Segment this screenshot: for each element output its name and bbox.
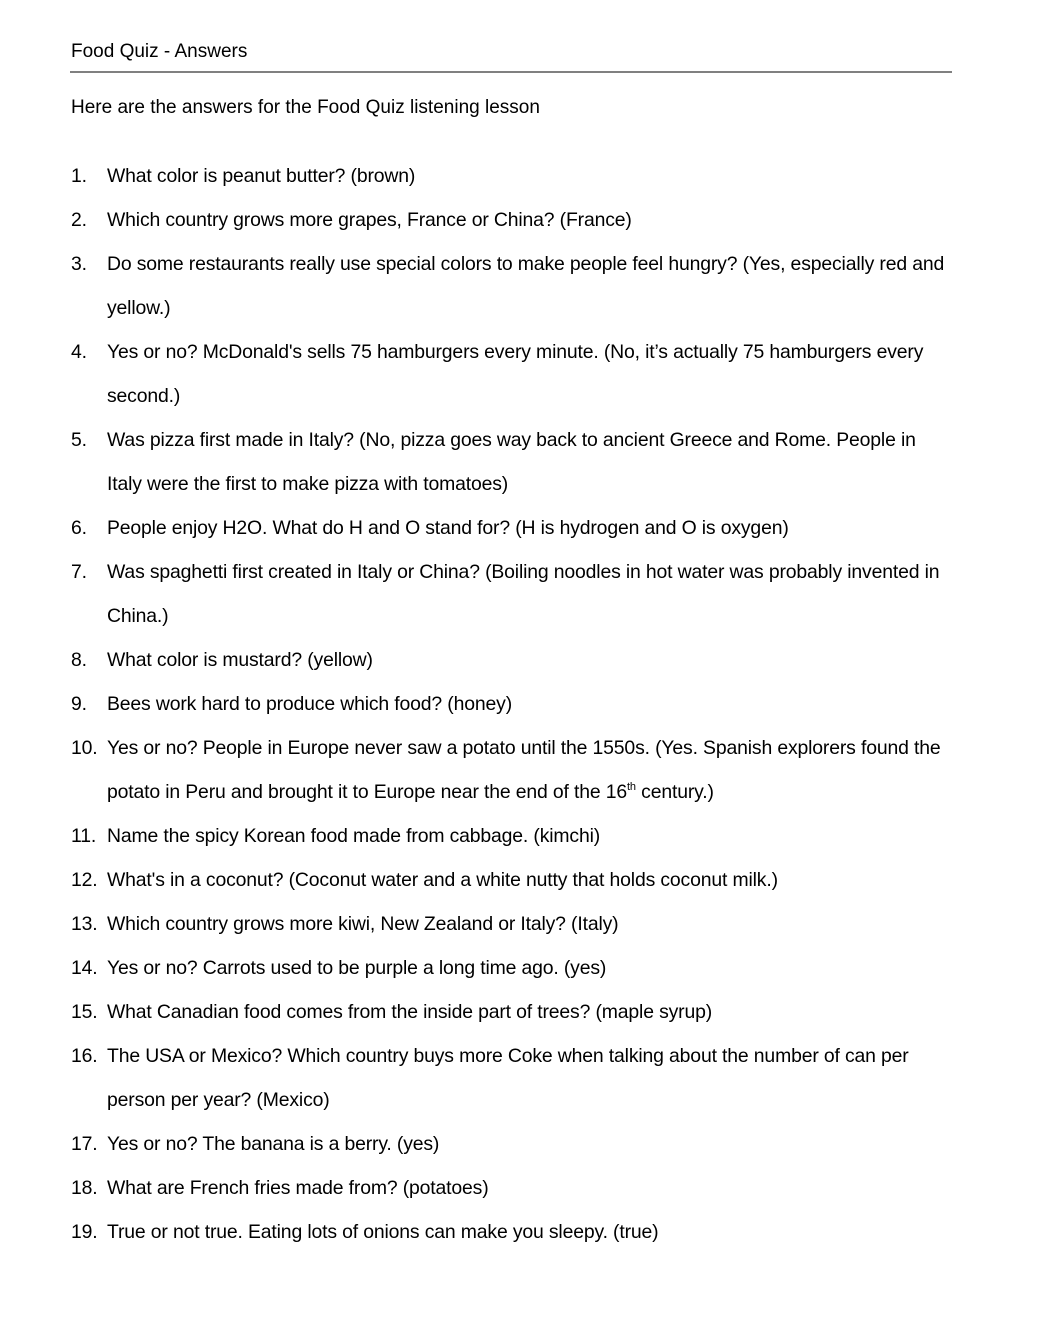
item-number: 4. — [71, 341, 87, 363]
list-item — [71, 726, 952, 814]
item-text: What are French fries made from? (potatoes) — [107, 1177, 489, 1199]
item-text: Yes or no? The banana is a berry. (yes) — [107, 1133, 440, 1155]
list-item — [71, 682, 952, 726]
item-number: 3. — [71, 253, 87, 275]
list-item — [71, 418, 952, 506]
item-text: People enjoy H2O. What do H and O stand for? (H is hydrogen and O is oxygen) — [107, 517, 789, 539]
ordinal-superscript: th — [627, 781, 636, 793]
item-text: True or not true. Eating lots of onions can make you sleepy. (true) — [107, 1221, 659, 1243]
list-item — [71, 550, 952, 638]
item-number: 14. — [71, 957, 98, 979]
item-number: 7. — [71, 561, 87, 583]
item-number: 2. — [71, 209, 87, 231]
item-text: What's in a coconut? (Coconut water and a white nutty that holds coconut milk.) — [107, 869, 778, 891]
item-number: 13. — [71, 913, 98, 935]
item-text: Yes or no? Carrots used to be purple a long time ago. (yes) — [107, 957, 607, 979]
item-text-tail: century.) — [635, 781, 714, 803]
list-item — [71, 198, 952, 242]
list-item — [71, 946, 952, 990]
item-text: Was pizza first made in Italy? (No, pizza goes way back to ancient Greece and Rome. People in Italy were the first to make pizza with tomatoes) — [107, 429, 916, 495]
item-text: The USA or Mexico? Which country buys more Coke when talking about the number of can per person per year? (Mexico) — [107, 1045, 909, 1111]
item-text: What color is mustard? (yellow) — [107, 649, 373, 671]
list-item — [71, 638, 952, 682]
item-number: 15. — [71, 1001, 98, 1023]
item-number: 17. — [71, 1133, 98, 1155]
list-item — [71, 902, 952, 946]
list-item — [71, 506, 952, 550]
item-text: Bees work hard to produce which food? (honey) — [107, 693, 512, 715]
intro-paragraph: Here are the answers for the Food Quiz listening lesson — [71, 97, 540, 118]
item-number: 5. — [71, 429, 87, 451]
item-number: 9. — [71, 693, 87, 715]
item-text: Do some restaurants really use special colors to make people feel hungry? (Yes, especially red and yellow.) — [107, 253, 945, 319]
list-item — [71, 1210, 952, 1254]
item-number: 11. — [71, 825, 97, 847]
item-number: 1. — [71, 165, 87, 187]
item-number: 19. — [71, 1221, 98, 1243]
item-number: 18. — [71, 1177, 98, 1199]
item-text: What Canadian food comes from the inside part of trees? (maple syrup) — [107, 1001, 713, 1023]
list-item — [71, 1034, 952, 1122]
item-number: 6. — [71, 517, 87, 539]
list-item — [71, 1166, 952, 1210]
item-text: Name the spicy Korean food made from cabbage. (kimchi) — [107, 825, 601, 847]
item-number: 16. — [71, 1045, 98, 1067]
answer-list — [71, 154, 952, 1254]
item-text: Which country grows more kiwi, New Zealand or Italy? (Italy) — [107, 913, 619, 935]
list-item — [71, 242, 952, 330]
item-text-main: Yes or no? People in Europe never saw a potato until the 1550s. (Yes. Spanish explorers found the potato in Peru and brought it to Europe near the end of the 16 — [107, 737, 941, 803]
header-divider — [70, 71, 952, 73]
list-item — [71, 990, 952, 1034]
list-item — [71, 858, 952, 902]
list-item — [71, 154, 952, 198]
list-item — [71, 814, 952, 858]
item-number: 8. — [71, 649, 87, 671]
item-text — [107, 726, 952, 814]
item-text: Yes or no? McDonald's sells 75 hamburgers every minute. (No, it’s actually 75 hamburgers every second.) — [107, 341, 924, 407]
page-header-title: Food Quiz - Answers — [71, 41, 248, 62]
item-number: 12. — [71, 869, 98, 891]
list-item — [71, 330, 952, 418]
item-text: What color is peanut butter? (brown) — [107, 165, 416, 187]
item-text: Was spaghetti first created in Italy or China? (Boiling noodles in hot water was probably invented in China.) — [107, 561, 940, 627]
item-text: Which country grows more grapes, France or China? (France) — [107, 209, 632, 231]
item-number: 10. — [71, 737, 98, 759]
list-item — [71, 1122, 952, 1166]
